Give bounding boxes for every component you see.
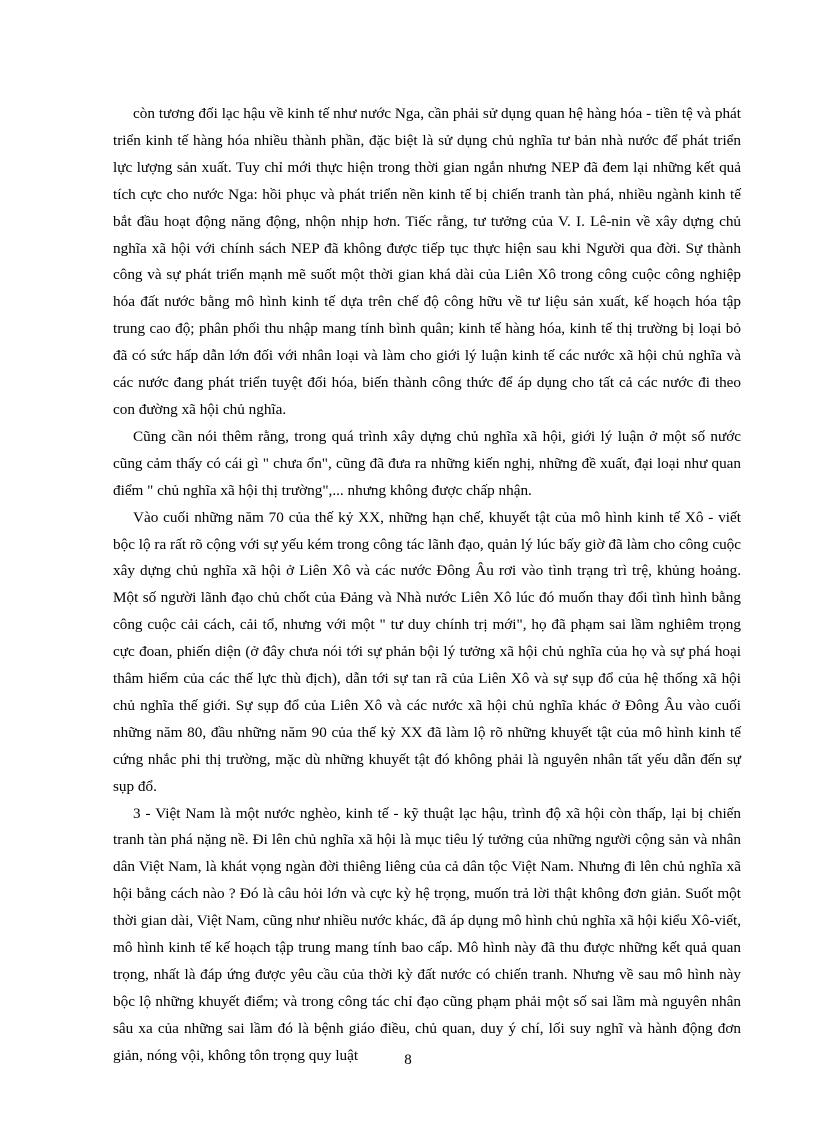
- paragraph-2: Cũng cần nói thêm rằng, trong quá trình xây dựng chủ nghĩa xã hội, giới lý luận ở một số nước cũng cảm thấy có cái gì " chưa ổn", cũng đã đưa ra những kiến nghị, những đề xuất, đại loại như quan điểm " chủ nghĩa xã hội thị trường",... nhưng không được chấp nhận.: [113, 427, 741, 499]
- body-text: [113, 101, 741, 1070]
- paragraph-1: còn tương đối lạc hậu về kinh tế như nước Nga, cần phải sử dụng quan hệ hàng hóa - tiền tệ và phát triển kinh tế hàng hóa nhiều thành phần, đặc biệt là sử dụng chủ nghĩa tư bản nhà nước để phát triển lực lượng sản xuất. Tuy chỉ mới thực hiện trong thời gian ngắn nhưng NEP đã đem lại những kết quả tích cực cho nước Nga: hồi phục và phát triển nền kinh tế bị chiến tranh tàn phá, nhiều ngành kinh tế bắt đầu hoạt động năng động, nhộn nhịp hơn. Tiếc rằng, tư tưởng của V. I. Lê-nin về xây dựng chủ nghĩa xã hội với chính sách NEP đã không được tiếp tục thực hiện sau khi Người qua đời. Sự thành công và sự phát triển mạnh mẽ suốt một thời gian khá dài của Liên Xô trong công cuộc công nghiệp hóa đất nước bằng mô hình kinh tế dựa trên chế độ công hữu về tư liệu sản xuất, kế hoạch hóa tập trung cao độ; phân phối thu nhập mang tính bình quân; kinh tế hàng hóa, kinh tế thị trường bị loại bỏ đã có sức hấp dẫn lớn đối với nhân loại và làm cho giới lý luận kinh tế các nước xã hội chủ nghĩa và các nước đang phát triển tuyệt đối hóa, biến thành công thức để áp dụng cho tất cả các nước đi theo con đường xã hội chủ nghĩa.: [113, 105, 741, 418]
- page-number: 8: [404, 1052, 412, 1068]
- paragraph-4: 3 - Việt Nam là một nước nghèo, kinh tế - kỹ thuật lạc hậu, trình độ xã hội còn thấp, lại bị chiến tranh tàn phá nặng nề. Đi lên chủ nghĩa xã hội là mục tiêu lý tưởng của những người cộng sản và nhân dân Việt Nam, là khát vọng ngàn đời thiêng liêng của cả dân tộc Việt Nam. Nhưng đi lên chủ nghĩa xã hội bằng cách nào ? Đó là câu hỏi lớn và cực kỳ hệ trọng, muốn trả lời thật không đơn giản. Suốt một thời gian dài, Việt Nam, cũng như nhiều nước khác, đã áp dụng mô hình chủ nghĩa xã hội kiểu Xô-viết, mô hình kinh tế kế hoạch tập trung mang tính bao cấp. Mô hình này đã thu được những kết quả quan trọng, nhất là đáp ứng được yêu cầu của thời kỳ đất nước có chiến tranh. Nhưng về sau mô hình này bộc lộ những khuyết điểm; và trong công tác chỉ đạo cũng phạm phải một số sai lầm mà nguyên nhân sâu xa của những sai lầm đó là bệnh giáo điều, chủ quan, duy ý chí, lối suy nghĩ và hành động đơn giản, nóng vội, không tôn trọng quy luật: [113, 804, 741, 1064]
- paragraph-3: Vào cuối những năm 70 của thế kỷ XX, những hạn chế, khuyết tật của mô hình kinh tế Xô - viết bộc lộ ra rất rõ cộng với sự yếu kém trong công tác lãnh đạo, quản lý lúc bấy giờ đã làm cho công cuộc xây dựng chủ nghĩa xã hội ở Liên Xô và các nước Đông Âu rơi vào tình trạng trì trệ, khủng hoảng. Một số người lãnh đạo chủ chốt của Đảng và Nhà nước Liên Xô lúc đó muốn thay đổi tình hình bằng công cuộc cải cách, cải tổ, nhưng với một " tư duy chính trị mới", họ đã phạm sai lầm nghiêm trọng cực đoan, phiến diện (ở đây chưa nói tới sự phản bội lý tưởng xã hội chủ nghĩa của họ và sự phá hoại thâm hiểm của các thế lực thù địch), dẫn tới sự tan rã của Liên Xô và sự sụp đổ của hệ thống xã hội chủ nghĩa thế giới. Sự sụp đổ của Liên Xô và các nước xã hội chủ nghĩa khác ở Đông Âu vào cuối những năm 80, đầu những năm 90 của thế kỷ XX đã làm lộ rõ những khuyết tật của mô hình kinh tế cứng nhắc phi thị trường, mặc dù những khuyết tật đó không phải là nguyên nhân tất yếu dẫn đến sự sụp đổ.: [113, 508, 741, 795]
